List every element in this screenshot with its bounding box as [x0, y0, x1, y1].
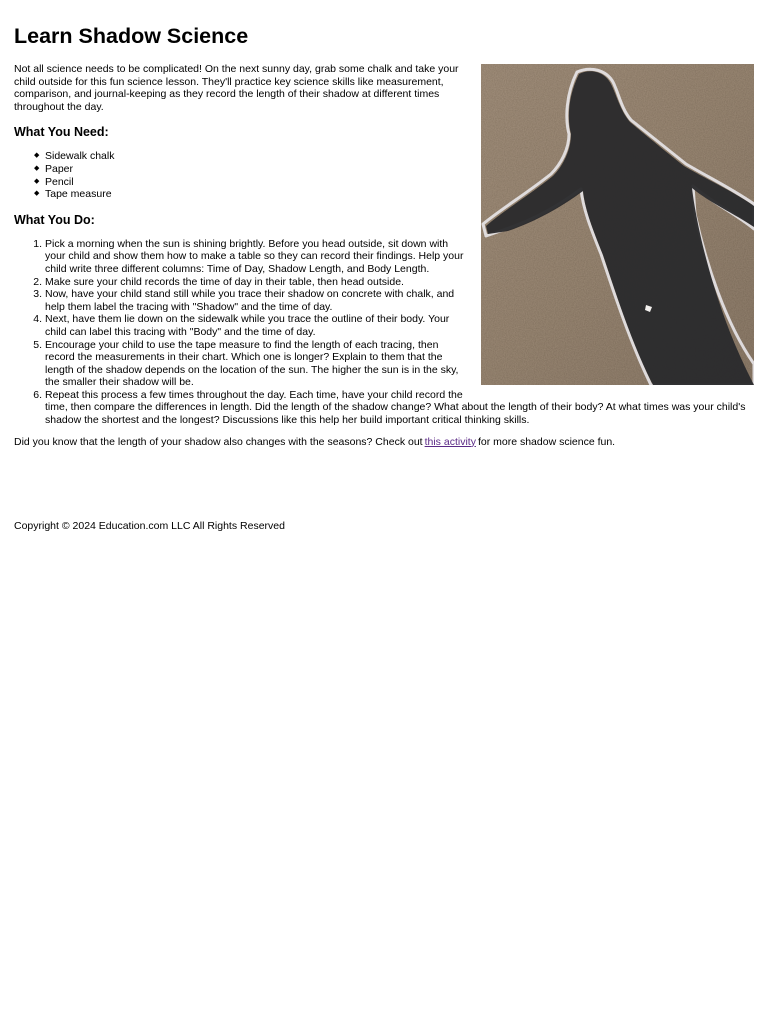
this-activity-link[interactable]: this activity [424, 435, 476, 448]
bullet-icon: ◆ [34, 152, 40, 160]
step-item [33, 237, 754, 276]
copyright-notice: Copyright © 2024 Education.com LLC All Rights Reserved [14, 520, 285, 533]
step-text: Encourage your child to use the tape measure to find the length of each tracing, then record the measurements in their chart. Which one is longer? Explain to them that the length of the shadow depends on the location of the sun. The higher the sun is in the sky, the smaller their shadow will be. [45, 338, 459, 389]
step-number: 5. [33, 338, 42, 351]
list-item [34, 188, 754, 201]
list-item-label: Pencil [45, 175, 74, 188]
outro-text-after: for more shadow science fun. [477, 435, 616, 448]
bullet-icon: ◆ [34, 164, 40, 172]
step-text: Pick a morning when the sun is shining brightly. Before you head outside, sit down with your child and show them how to make a table so they can record their findings. Help your child write three different columns: Time of Day, Shadow Length, and Body Length. [45, 237, 464, 275]
step-text: Next, have them lie down on the sidewalk while you trace the outline of their body. Your child can label this tracing with "Body" and the time of day. [45, 313, 450, 338]
step-item [33, 338, 754, 389]
list-item-label: Tape measure [45, 188, 112, 201]
step-number: 1. [33, 237, 42, 250]
step-number: 3. [33, 288, 42, 301]
what-you-do-heading: What You Do: [14, 212, 95, 227]
step-item [33, 388, 754, 427]
steps-list [14, 238, 754, 427]
what-you-need-heading: What You Need: [14, 125, 109, 140]
step-text: Make sure your child records the time of day in their table, then head outside. [45, 275, 404, 288]
list-item [34, 175, 754, 189]
page-title: Learn Shadow Science [14, 24, 249, 48]
step-number: 4. [33, 313, 42, 326]
supplies-list [14, 150, 754, 200]
step-text: Repeat this process a few times throughout the day. Each time, have your child record the time, then compare the differences in length. Did the length of the shadow change? What about the length of their body? At what times was your child's shadow the shortest and the longest? Discussions like this help her build important critical thinking skills. [45, 388, 746, 427]
bullet-icon: ◆ [34, 190, 40, 198]
step-number: 6. [33, 388, 42, 401]
list-item-label: Paper [45, 162, 74, 175]
list-item [34, 150, 754, 163]
list-item [34, 162, 754, 176]
step-number: 2. [33, 275, 42, 288]
step-item [33, 288, 754, 313]
list-item-label: Sidewalk chalk [45, 150, 115, 163]
step-item [33, 275, 754, 289]
intro-paragraph: Not all science needs to be complicated! On the next sunny day, grab some chalk and take your child outside for this fun science lesson. They'll practice key science skills like measurement, comparison, and journal-keeping as they record the length of their shadow at different times throughout the day. [14, 63, 459, 113]
outro-paragraph [14, 436, 754, 449]
step-text: Now, have your child stand still while you trace their shadow on concrete with chalk, and help them label the tracing with "Shadow" and the time of day. [45, 288, 455, 313]
bullet-icon: ◆ [34, 177, 40, 185]
outro-text-before: Did you know that the length of your shadow also changes with the seasons? Check out [14, 435, 423, 448]
step-item [33, 313, 754, 338]
